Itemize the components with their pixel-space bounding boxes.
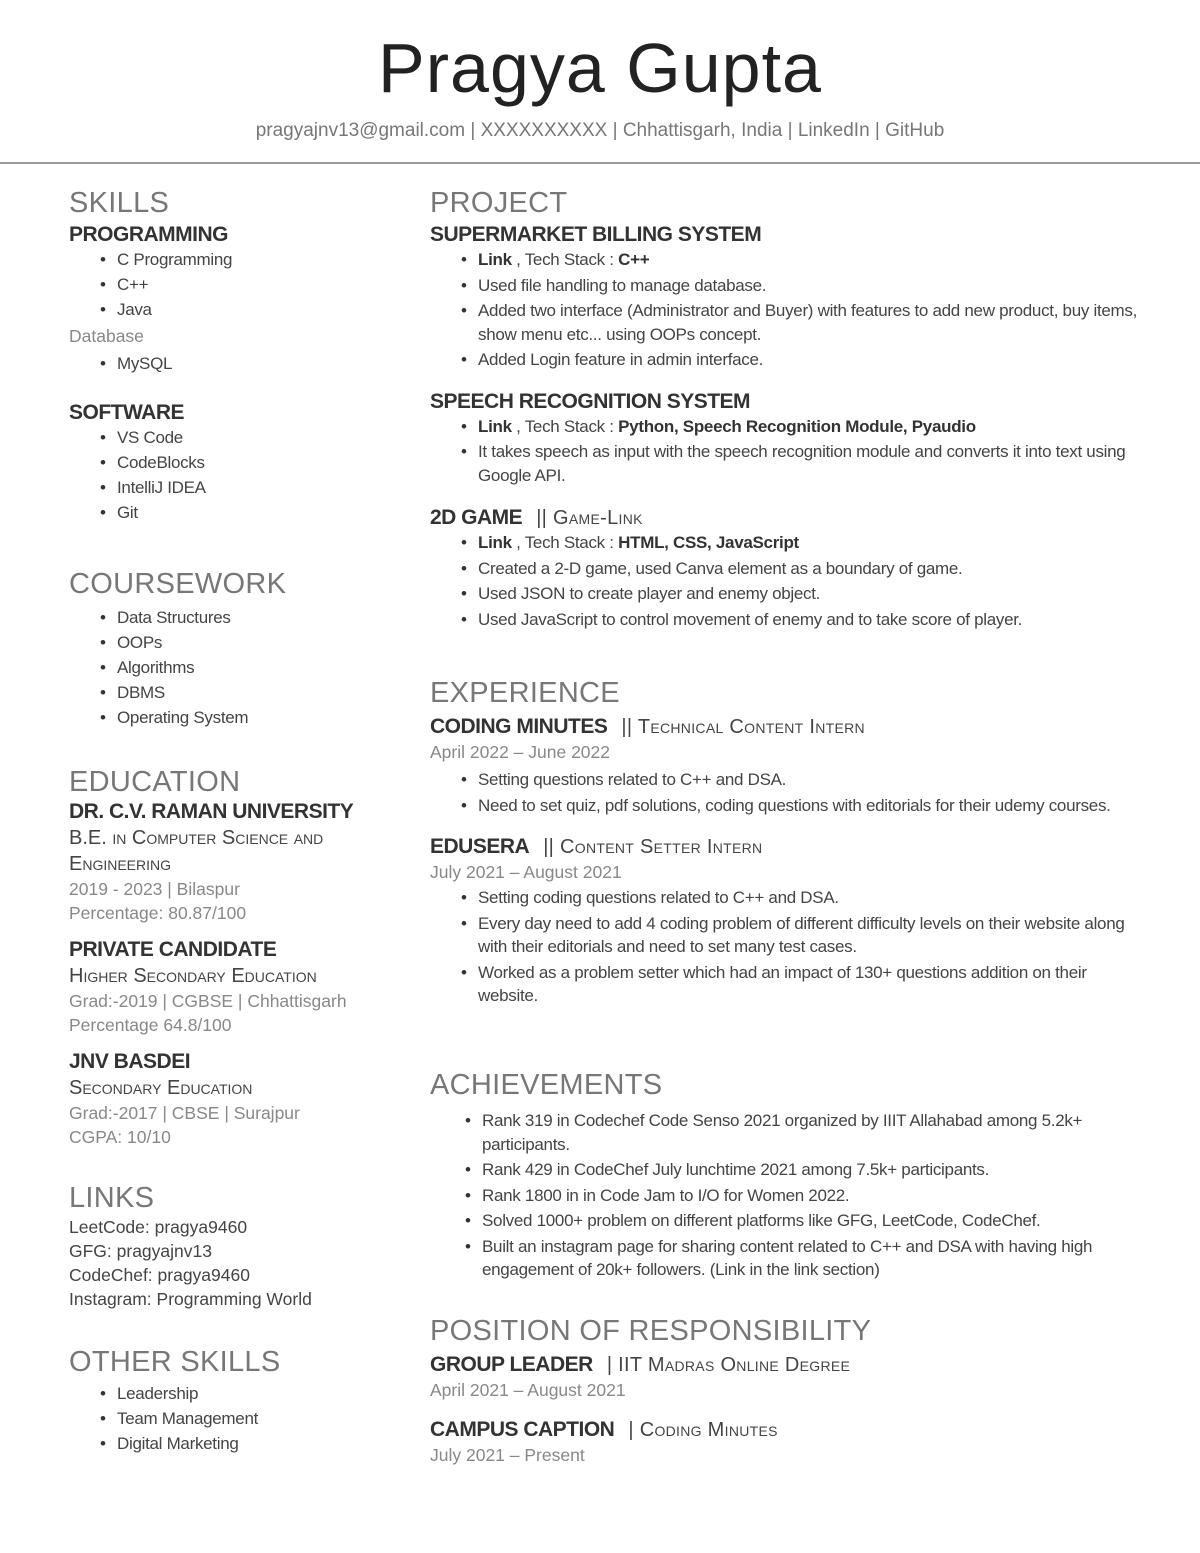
position xyxy=(430,1352,1150,1378)
company xyxy=(430,834,1150,860)
header-divider xyxy=(0,162,1200,164)
project-bullets xyxy=(430,531,1150,631)
separator: | xyxy=(869,120,886,141)
project-name: SPEECH RECOGNITION SYSTEM xyxy=(430,389,751,413)
job-role: || Technical Content Intern xyxy=(621,716,865,738)
leetcode-link[interactable]: LeetCode: pragya9460 xyxy=(69,1217,248,1237)
company xyxy=(430,714,1150,740)
education-entry xyxy=(69,1049,409,1149)
programming-list xyxy=(69,248,409,322)
list-item: • Used file handling to manage database. xyxy=(478,274,1150,298)
degree: B.E. in Computer Science and Engineering xyxy=(69,827,324,875)
tech-stack xyxy=(478,248,1150,272)
skills-section xyxy=(69,186,409,526)
list-item: • Created a 2-D game, used Canva element as a boundary of game. xyxy=(478,557,1150,581)
stack-value: Python, Speech Recognition Module, Pyaudio xyxy=(618,416,976,436)
company-name: EDUSERA xyxy=(430,835,530,858)
section-title: ACHIEVEMENTS xyxy=(430,1069,663,1101)
section-title: PROJECT xyxy=(430,187,568,219)
dates: July 2021 – August 2021 xyxy=(430,862,622,882)
project-name: SUPERMARKET BILLING SYSTEM xyxy=(430,223,762,246)
section-title: EDUCATION xyxy=(69,766,241,798)
project-bullets xyxy=(430,248,1150,372)
email: pragyajnv13@gmail.com xyxy=(255,120,466,141)
list-item: • Data Structures xyxy=(117,606,409,630)
education-detail: Grad:-2019 | CGBSE | Chhattisgarh xyxy=(69,991,347,1011)
project-name xyxy=(430,505,1150,531)
list-item: • Java xyxy=(117,298,409,322)
list-item: • Team Management xyxy=(117,1407,409,1431)
list-item: • Added Login feature in admin interface. xyxy=(478,348,1150,372)
stack-value: HTML, CSS, JavaScript xyxy=(618,533,799,552)
list-item: • Built an instagram page for sharing content related to C++ and DSA with having high engagement of 20k+ followers. (Link in the link section) xyxy=(482,1235,1150,1282)
list-item: • OOPs xyxy=(117,631,409,655)
organization: | IIT Madras Online Degree xyxy=(606,1354,851,1376)
experience-bullets xyxy=(430,768,1150,817)
subheading: PROGRAMMING xyxy=(69,223,228,246)
degree: Higher Secondary Education xyxy=(69,965,317,987)
coursework-list xyxy=(69,606,409,730)
subheading: Database xyxy=(69,326,144,346)
list-item: • Operating System xyxy=(117,706,409,730)
education-detail: 2019 - 2023 | Bilaspur xyxy=(69,879,240,899)
list-item: • Used JSON to create player and enemy object. xyxy=(478,582,1150,606)
position-title: CAMPUS CAPTION xyxy=(430,1418,615,1441)
list-item: • Every day need to add 4 coding problem of different difficulty levels on their website along with their editorials and need to set many test cases. xyxy=(478,912,1150,959)
list-item: • Rank 429 in CodeChef July lunchtime 2021 among 7.5k+ participants. xyxy=(482,1158,1150,1182)
job-role: || Content Setter Intern xyxy=(543,836,763,858)
section-title: LINKS xyxy=(69,1182,155,1214)
subheading: SOFTWARE xyxy=(69,401,184,424)
dates: April 2022 – June 2022 xyxy=(430,742,610,762)
position-title: GROUP LEADER xyxy=(430,1353,593,1376)
separator: | xyxy=(465,120,481,141)
candidate-name: Pragya Gupta xyxy=(378,29,822,107)
experience-bullets xyxy=(430,886,1150,1008)
stack-label: , Tech Stack : xyxy=(511,416,619,436)
database-list xyxy=(69,352,409,376)
list-item: • Rank 1800 in in Code Jam to I/O for Women 2022. xyxy=(482,1184,1150,1208)
software-list xyxy=(69,426,409,525)
organization: | Coding Minutes xyxy=(628,1419,778,1441)
project-link[interactable]: Link xyxy=(478,533,512,552)
other-skills-section xyxy=(69,1345,409,1457)
education-entry xyxy=(69,799,409,925)
list-item: • Digital Marketing xyxy=(117,1432,409,1456)
education-score: CGPA: 10/10 xyxy=(69,1127,171,1147)
separator: | xyxy=(607,120,623,141)
school-name: PRIVATE CANDIDATE xyxy=(69,938,277,961)
project-section xyxy=(430,186,1150,633)
list-item: • IntelliJ IDEA xyxy=(117,476,409,500)
github-link[interactable]: GitHub xyxy=(885,120,945,141)
position xyxy=(430,1417,1150,1443)
list-item: • Added two interface (Administrator and Buyer) with features to add new product, buy items, show menu etc... using OOPs concept. xyxy=(478,299,1150,346)
project-link[interactable]: Link xyxy=(478,250,512,269)
section-title: COURSEWORK xyxy=(69,568,287,600)
list-item: • Algorithms xyxy=(117,656,409,680)
school-name: JNV BASDEI xyxy=(69,1050,191,1073)
project-link[interactable]: Link xyxy=(478,416,512,436)
section-title: POSITION OF RESPONSIBILITY xyxy=(430,1315,872,1347)
section-title: EXPERIENCE xyxy=(430,677,620,709)
experience-section xyxy=(430,676,1150,1010)
coursework-section xyxy=(69,567,409,731)
list-item: • Leadership xyxy=(117,1382,409,1406)
education-score: Percentage 64.8/100 xyxy=(69,1015,232,1035)
instagram-link[interactable]: Instagram: Programming World xyxy=(69,1289,312,1309)
list-item: • Rank 319 in Codechef Code Senso 2021 organized by IIIT Allahabad among 5.2k+ participants. xyxy=(482,1109,1150,1156)
list-item: • VS Code xyxy=(117,426,409,450)
list-item: • Setting questions related to C++ and DSA. xyxy=(478,768,1150,792)
project-bullets xyxy=(430,415,1150,488)
degree: Secondary Education xyxy=(69,1077,253,1099)
contact-line xyxy=(0,120,1200,142)
list-item: • It takes speech as input with the speech recognition module and converts it into text using Google API. xyxy=(478,440,1150,487)
dates: April 2021 – August 2021 xyxy=(430,1380,626,1400)
tech-stack xyxy=(478,531,1150,555)
education-detail: Grad:-2017 | CBSE | Surajpur xyxy=(69,1103,300,1123)
other-skills-list xyxy=(69,1382,409,1456)
education-section xyxy=(69,765,409,1149)
stack-label: , Tech Stack : xyxy=(511,250,619,269)
list-item: • Setting coding questions related to C++ and DSA. xyxy=(478,886,1150,910)
linkedin-link[interactable]: LinkedIn xyxy=(797,120,870,141)
stack-value: C++ xyxy=(618,250,650,269)
list-item: • CodeBlocks xyxy=(117,451,409,475)
list-item: • C Programming xyxy=(117,248,409,272)
game-link[interactable]: || Game-Link xyxy=(536,507,643,529)
list-item: • Used JavaScript to control movement of enemy and to take score of player. xyxy=(478,608,1150,632)
school-name: DR. C.V. RAMAN UNIVERSITY xyxy=(69,800,354,823)
stack-label: , Tech Stack : xyxy=(511,533,619,552)
section-title: OTHER SKILLS xyxy=(69,1346,281,1378)
separator: | xyxy=(782,120,798,141)
section-title: SKILLS xyxy=(69,187,170,219)
responsibility-section xyxy=(430,1314,1150,1467)
list-item: • Need to set quiz, pdf solutions, coding questions with editorials for their udemy courses. xyxy=(478,794,1150,818)
achievements-list xyxy=(430,1109,1150,1282)
list-item: • MySQL xyxy=(117,352,409,376)
gfg-link[interactable]: GFG: pragyajnv13 xyxy=(69,1241,212,1261)
location: Chhattisgarh, India xyxy=(622,120,783,141)
company-name: CODING MINUTES xyxy=(430,715,608,738)
project-title: 2D GAME xyxy=(430,506,523,529)
links-section xyxy=(69,1181,409,1311)
list-item: • C++ xyxy=(117,273,409,297)
list-item: • Solved 1000+ problem on different platforms like GFG, LeetCode, CodeChef. xyxy=(482,1209,1150,1233)
achievements-section xyxy=(430,1068,1150,1284)
education-entry xyxy=(69,937,409,1037)
codechef-link[interactable]: CodeChef: pragya9460 xyxy=(69,1265,250,1285)
list-item: • Worked as a problem setter which had an impact of 130+ questions addition on their website. xyxy=(478,961,1150,1008)
list-item: • Git xyxy=(117,501,409,525)
list-item: • DBMS xyxy=(117,681,409,705)
tech-stack xyxy=(478,415,1150,439)
dates: July 2021 – Present xyxy=(430,1445,585,1465)
phone: XXXXXXXXXX xyxy=(480,120,608,141)
education-score: Percentage: 80.87/100 xyxy=(69,903,247,923)
